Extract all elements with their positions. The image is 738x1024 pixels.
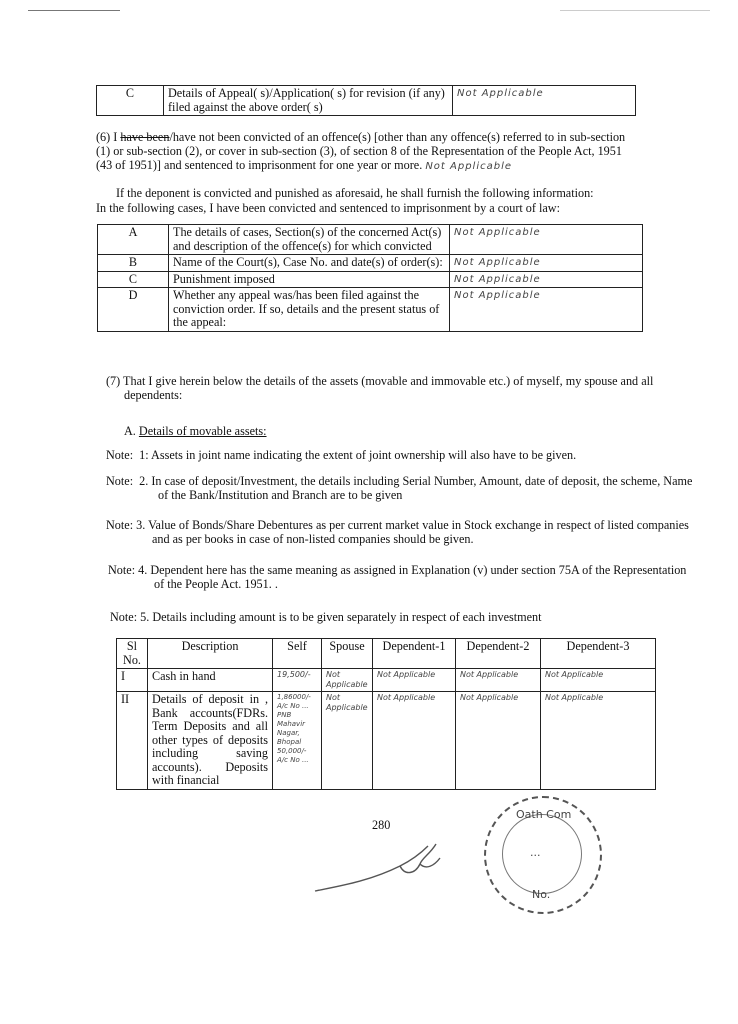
conviction-table [97,224,643,332]
header-dependent-2: Dependent-2 [456,639,541,669]
scan-line [28,10,120,11]
note-3: Note: 3. Value of Bonds/Share Debentures as per current market value in Stock exchange in respect of listed companies and as per books in case of non-listed companies should be given. [106,518,689,546]
row-letter: C [97,86,164,116]
oath-commissioner-stamp: Oath Com ... No. [484,796,602,914]
table-row [97,86,636,116]
note-4: Note: 4. Dependent here has the same meaning as assigned in Explanation (v) under section 75A of the Representation of the People Act. 1951. . [108,563,687,591]
handwritten-note: Not Applicable [425,161,513,172]
appeal-table [96,85,636,116]
struck-text: have been [120,130,170,144]
header-dependent-1: Dependent-1 [373,639,456,669]
signature [310,836,460,896]
table-row: B Name of the Court(s), Case No. and date(s) of order(s): Not Applicable [98,255,643,272]
note-2: Note: 2. In case of deposit/Investment, the details including Serial Number, Amount, date of deposit, the scheme, Name of the Bank/Institution and Branch are to be given [106,474,693,502]
handwritten-value: Not Applicable [450,225,643,255]
header-description: Description [148,639,273,669]
conviction-intro-line2: In the following cases, I have been convicted and sentenced to imprisonment by a court of law: [96,201,560,215]
paragraph-6: (6) I have been/have not been convicted of an offence(s) [other than any offence(s) referred to in sub-section (1) or sub-section (2), or cover in sub-section (3), of section 8 of the Representation of the People Act, 1951 (43 of 1951)] and sentenced to imprisonment for one year or more. Not Applicable [96,130,626,172]
assets-table [116,638,656,790]
scan-line [560,10,710,11]
handwritten-value: Not Applicable [453,86,636,116]
paragraph-7: (7) That I give herein below the details of the assets (movable and immovable etc.) of myself, my spouse and all dependents: [106,374,654,402]
section-a-heading: A. Details of movable assets: [124,424,267,438]
note-1: Note: 1: Assets in joint name indicating the extent of joint ownership will also have to be given. [106,448,577,462]
table-row: D Whether any appeal was/has been filed against the conviction order. If so, details and the present status of the appeal: Not Applicable [98,288,643,332]
header-dependent-3: Dependent-3 [541,639,656,669]
note-5: Note: 5. Details including amount is to be given separately in respect of each investment [110,610,542,624]
header-self: Self [273,639,322,669]
stamp-inner-ring [502,814,582,894]
page-number: 280 [372,818,391,832]
table-row: I Cash in hand 19,500/- Not Applicable Not Applicable Not Applicable Not Applicable [117,669,656,692]
conviction-intro-line1: If the deponent is convicted and punished as aforesaid, he shall furnish the following information: [116,186,594,200]
table-row: II Details of deposit in , Bank accounts(FDRs. Term Deposits and all other types of deposits including saving accounts). Deposits with financial 1,86000/- A/c No ... PNB Mahavir Nagar, Bhopal 50,000/- A/c No ... Not Applicable Not Applicable Not Applicable Not Applicable [117,692,656,790]
table-row: C Punishment imposed Not Applicable [98,271,643,288]
handwritten-value: Not Applicable [450,255,643,272]
table-header-row [117,639,656,669]
header-spouse: Spouse [322,639,373,669]
table-row: A The details of cases, Section(s) of the concerned Act(s) and description of the offence(s) for which convicted Not Applicable [98,225,643,255]
handwritten-value: Not Applicable [450,288,643,332]
header-sl-no: Sl No. [117,639,148,669]
row-description: Details of Appeal( s)/Application( s) for revision (if any) filed against the above order( s) [164,86,453,116]
handwritten-value: Not Applicable [450,271,643,288]
